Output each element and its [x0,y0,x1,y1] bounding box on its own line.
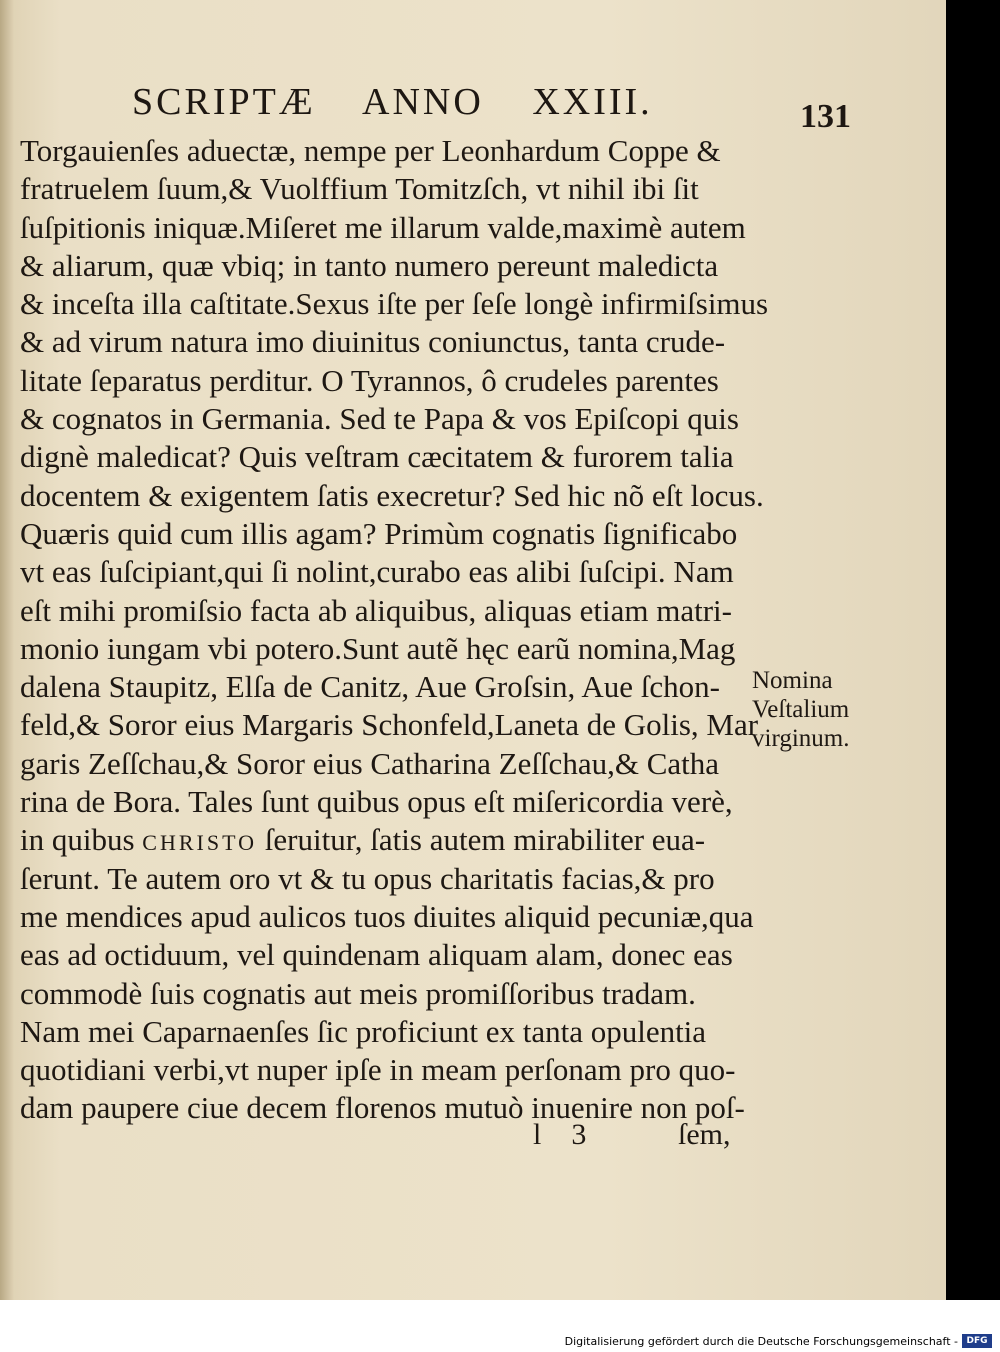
running-head-right: XXIII. [532,81,653,123]
text-line-2: fratruelem ſuum,& Vuolffium Tomitzſch, vt nihil ibi ſit [20,171,699,207]
page-spine-shadow [0,0,14,1300]
text-line-6: & ad virum natura imo diuinitus coniunctus, tanta crude- [20,324,726,360]
text-line-1: Torgauienſes aduectæ, nempe per Leonhardum Coppe & [20,133,721,168]
marginal-line-1: Nomina [752,667,833,694]
text-line-7: litate ſeparatus perditur. O Tyrannos, ô crudeles parentes [20,362,719,398]
marginal-line-3: virginum. [752,725,850,752]
christo-small-caps: CHRISTO [142,830,258,856]
signature-letter: l [533,1118,542,1151]
running-head-left: SCRIPTÆ [132,81,316,123]
running-head-middle: ANNO [362,81,484,123]
line19-lead: in quibus [20,822,143,858]
catchword: ſem, [678,1118,731,1151]
text-line-14: monio iungam vbi potero.Sunt autẽ hęc earũ nomina,Mag [20,630,736,666]
dfg-logo: DFG [962,1334,992,1348]
text-line-23: commodè ſuis cognatis aut meis promiſſoribus tradam. [20,975,696,1011]
body-text [20,132,769,1128]
running-head [132,80,653,124]
text-line-20: ſerunt. Te autem oro vt & tu opus charitatis facias,& pro [20,860,715,896]
text-line-21: me mendices apud aulicos tuos diuites aliquid pecuniæ,qua [20,898,754,934]
text-line-17: garis Zeſſchau,& Soror eius Catharina Zeſſchau,& Catha [20,745,719,781]
text-line-25: quotidiani verbi,vt nuper ipſe in meam perſonam pro quo- [20,1052,736,1088]
text-line-3: ſuſpitionis iniquæ.Miſeret me illarum valde,maximè autem [20,209,746,245]
text-line-18: rina de Bora. Tales ſunt quibus opus eſt miſericordia verè, [20,784,733,820]
signature-number: 3 [571,1118,587,1151]
text-line-10: docentem & exigentem ſatis execretur? Sed hic nõ eſt locus. [20,477,764,513]
text-line-9: dignè maledicat? Quis veſtram cæcitatem & furorem talia [20,439,734,475]
text-line-16: feld,& Soror eius Margaris Schonfeld,Laneta de Golis, Mar [20,707,759,743]
page-number: 131 [800,98,851,135]
text-line-13: eſt mihi promiſsio facta ab aliquibus, aliquas etiam matri- [20,592,732,628]
text-line-19 [20,821,760,859]
text-line-11: Quæris quid cum illis agam? Primùm cognatis ſignificabo [20,515,738,551]
text-line-24: Nam mei Caparnaenſes ſic proficiunt ex tanta opulentia [20,1013,707,1049]
text-line-15: dalena Staupitz, Elſa de Canitz, Aue Groſsin, Aue ſchon- [20,669,720,705]
text-line-22: eas ad octiduum, vel quindenam aliquam alam, donec eas [20,937,733,973]
marginal-note [752,666,849,753]
funding-credit: Digitalisierung gefördert durch die Deutsche Forschungsgemeinschaft - [564,1335,958,1348]
signature-mark [533,1118,586,1152]
text-line-8: & cognatos in Germania. Sed te Papa & vos Epiſcopi quis [20,401,739,437]
footer-bar [0,1300,1000,1352]
text-line-5: & inceſta illa caſtitate.Sexus iſte per ſeſe longè infirmiſsimus [20,286,769,322]
marginal-line-2: Veſtalium [752,696,850,723]
text-line-4: & aliarum, quæ vbiq; in tanto numero pereunt maledicta [20,247,719,283]
text-line-26: dam paupere ciue decem florenos mutuò inuenire non poſ- [20,1090,745,1126]
line19-tail: ſeruitur, ſatis autem mirabiliter eua- [257,822,706,858]
text-line-12: vt eas ſuſcipiant,qui ſi nolint,curabo eas alibi ſuſcipi. Nam [20,554,734,590]
